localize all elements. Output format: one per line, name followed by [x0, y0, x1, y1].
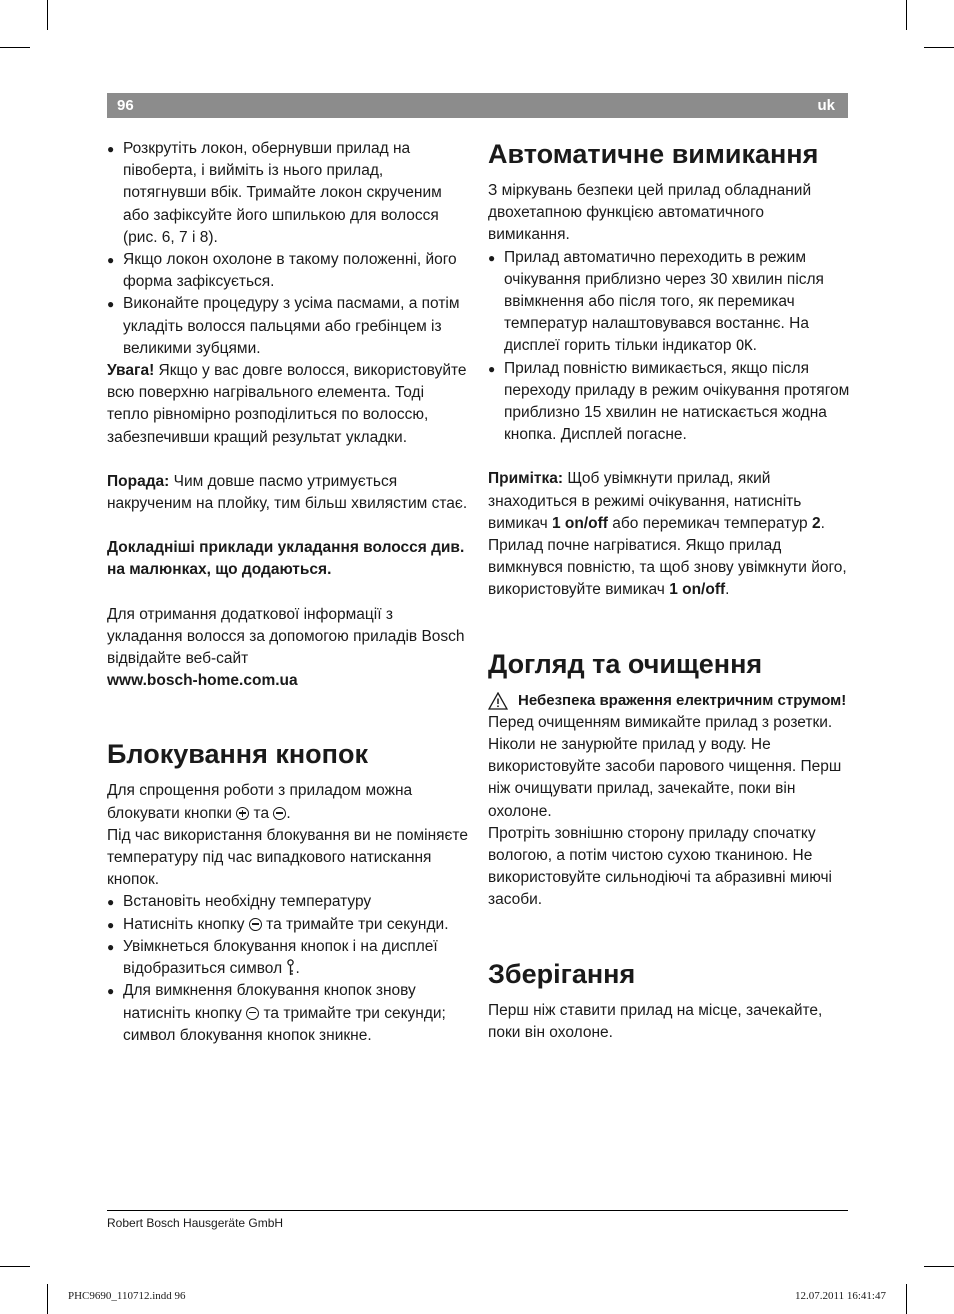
lock-step-text: та тримайте три секунди; символ блокування кнопок зникне. [123, 1004, 446, 1044]
plus-button-icon [236, 807, 249, 820]
care-text-1: Перед очищенням вимикайте прилад з розетки. Ніколи не занурюйте прилад у воду. Не використовуйте засоби парового чищення. Перш ніж очищувати прилад, зачекайте, поки він охолоне. [488, 713, 842, 820]
note-bold: 2 [811, 514, 821, 532]
lock-steps-list [107, 891, 469, 1046]
crop-mark [0, 47, 30, 48]
note-bold: 1 on/off [552, 514, 608, 532]
list-item: ● Прилад повністю вимикається, якщо після переходу приладу в режим очікування протягом приблизно 15 хвилин не натискається жодна кнопка. Дисплей погасне. [488, 358, 850, 447]
tip-label: Порада: [107, 472, 170, 490]
list-item: ● Виконайте процедуру з усіма пасмами, а потім укладіть волосся пальцями або гребінцем із великими зубцями. [107, 293, 469, 360]
crop-mark [924, 47, 954, 48]
auto-off-heading: Автоматичне вимикання [488, 139, 819, 169]
lock-step-text: Для вимкнення блокування кнопок знову натисніть кнопку [123, 982, 416, 1022]
care-text-2: Протріть зовнішню сторону приладу спочатку вологою, а потім чистою сухою тканиною. Не використовуйте сильнодіючі та абразивні миючі засоби. [488, 824, 833, 909]
list-item: ● Встановіть необхідну температуру [107, 891, 469, 913]
more-examples-note: Докладніші приклади укладання волосся див. на малюнках, що додаються. [107, 539, 465, 579]
crop-mark [47, 0, 48, 30]
crop-mark [47, 1284, 48, 1314]
note-text: або перемикач температур [607, 514, 812, 532]
attention-paragraph [107, 360, 469, 449]
list-item [107, 980, 469, 1047]
storage-text: Перш ніж ставити прилад на місце, зачекайте, поки він охолоне. [488, 1001, 823, 1041]
page-header-bar [107, 93, 848, 118]
crop-mark [0, 1266, 30, 1267]
minus-button-icon [249, 918, 262, 931]
list-item: ● Розкрутіть локон, обернувши прилад на півоберта, і вийміть із нього прилад, потягнувши вбік. Тримайте локон скрученим або зафіксуйте його шпилькою для волосся (рис. 6, 7 і 8). [107, 138, 469, 249]
lock-intro-2: Під час використання блокування ви не поміняєте температуру під час випадкового натискання кнопок. [107, 826, 468, 889]
attention-label: Увага! [107, 362, 155, 380]
list-item: ● Якщо локон охолоне в такому положенні, його форма зафіксується. [107, 249, 469, 293]
minus-button-icon [246, 1007, 259, 1020]
list-item [107, 914, 469, 936]
note-text: . Прилад почне нагріватися. Якщо прилад вимкнувся повністю, та щоб знову увімкнути його, використовуйте вимикач [488, 514, 847, 599]
warning-triangle-icon [488, 692, 508, 710]
lock-step-text: та тримайте три секунди. [261, 915, 449, 933]
lock-intro-text: Для спрощення роботи з приладом можна блокувати кнопки [107, 782, 413, 822]
auto-off-intro: З міркувань безпеки цей прилад обладнаний двохетапною функцією автоматичного вимикання. [488, 182, 812, 244]
crop-mark [924, 1266, 954, 1267]
page-number: 96 [117, 97, 134, 114]
attention-text: Якщо у вас довге волосся, використовуйте всю поверхню нагрівального елемента. Тоді тепло рівномірно розподілиться по волоссю, забезпечивши кращий результат укладки. [107, 362, 467, 446]
storage-heading: Зберігання [488, 958, 636, 989]
curl-steps-list [107, 138, 469, 360]
lock-step-text: Натисніть кнопку [123, 915, 249, 933]
left-column [107, 138, 469, 1047]
right-column [488, 138, 850, 1044]
minus-button-icon [273, 807, 286, 820]
tip-text: Чим довше пасмо утримується накрученим на плойку, тим більш хвилястим стає. [107, 472, 468, 513]
note-label: Примітка: [488, 470, 564, 488]
ok-indicator: OK [735, 338, 753, 355]
danger-text: Небезпека враження електричним струмом! [518, 691, 847, 709]
list-item [488, 247, 850, 358]
note-paragraph [488, 468, 850, 601]
footer-company: Robert Bosch Hausgeräte GmbH [107, 1216, 284, 1230]
lock-step-text: Увімкнеться блокування кнопок і на дисплеї відобразиться символ [123, 937, 438, 978]
note-bold: 1 on/off [669, 581, 726, 599]
lock-heading: Блокування кнопок [107, 739, 368, 770]
note-text: . [725, 581, 730, 599]
list-item: ● Увімкнеться блокування кнопок і на дисплеї відобразиться символ . [107, 936, 469, 980]
lock-intro: Для спрощення роботи з приладом можна блокувати кнопки та . [107, 782, 413, 822]
print-slug-file: PHC9690_110712.indd 96 [68, 1290, 186, 1302]
auto-off-list [488, 247, 850, 447]
lock-intro-and: та [249, 804, 274, 822]
footer-rule [107, 1210, 848, 1211]
tip-paragraph [107, 471, 469, 515]
language-code: uk [817, 97, 835, 114]
auto-off-text: . [752, 337, 757, 355]
crop-mark [906, 1284, 907, 1314]
care-heading: Догляд та очищення [488, 648, 763, 679]
info-paragraph: Для отримання додаткової інформації з укладання волосся за допомогою приладів Bosch відвідайте веб-сайт [107, 605, 465, 668]
note-text: Щоб увімкнути прилад, який знаходиться в режимі очікування, натисніть вимикач [488, 470, 802, 532]
key-lock-icon [286, 959, 295, 976]
danger-warning [488, 690, 850, 712]
auto-off-text: Прилад автоматично переходить в режим очікування приблизно через 30 хвилин після ввімкнення або після того, як перемикач температур налаштовувався востаннє. На дисплеї горить тільки індикатор [504, 248, 824, 355]
print-slug-date: 12.07.2011 16:41:47 [795, 1290, 886, 1302]
crop-mark [906, 0, 907, 30]
website-link[interactable]: www.bosch-home.com.ua [107, 672, 298, 690]
